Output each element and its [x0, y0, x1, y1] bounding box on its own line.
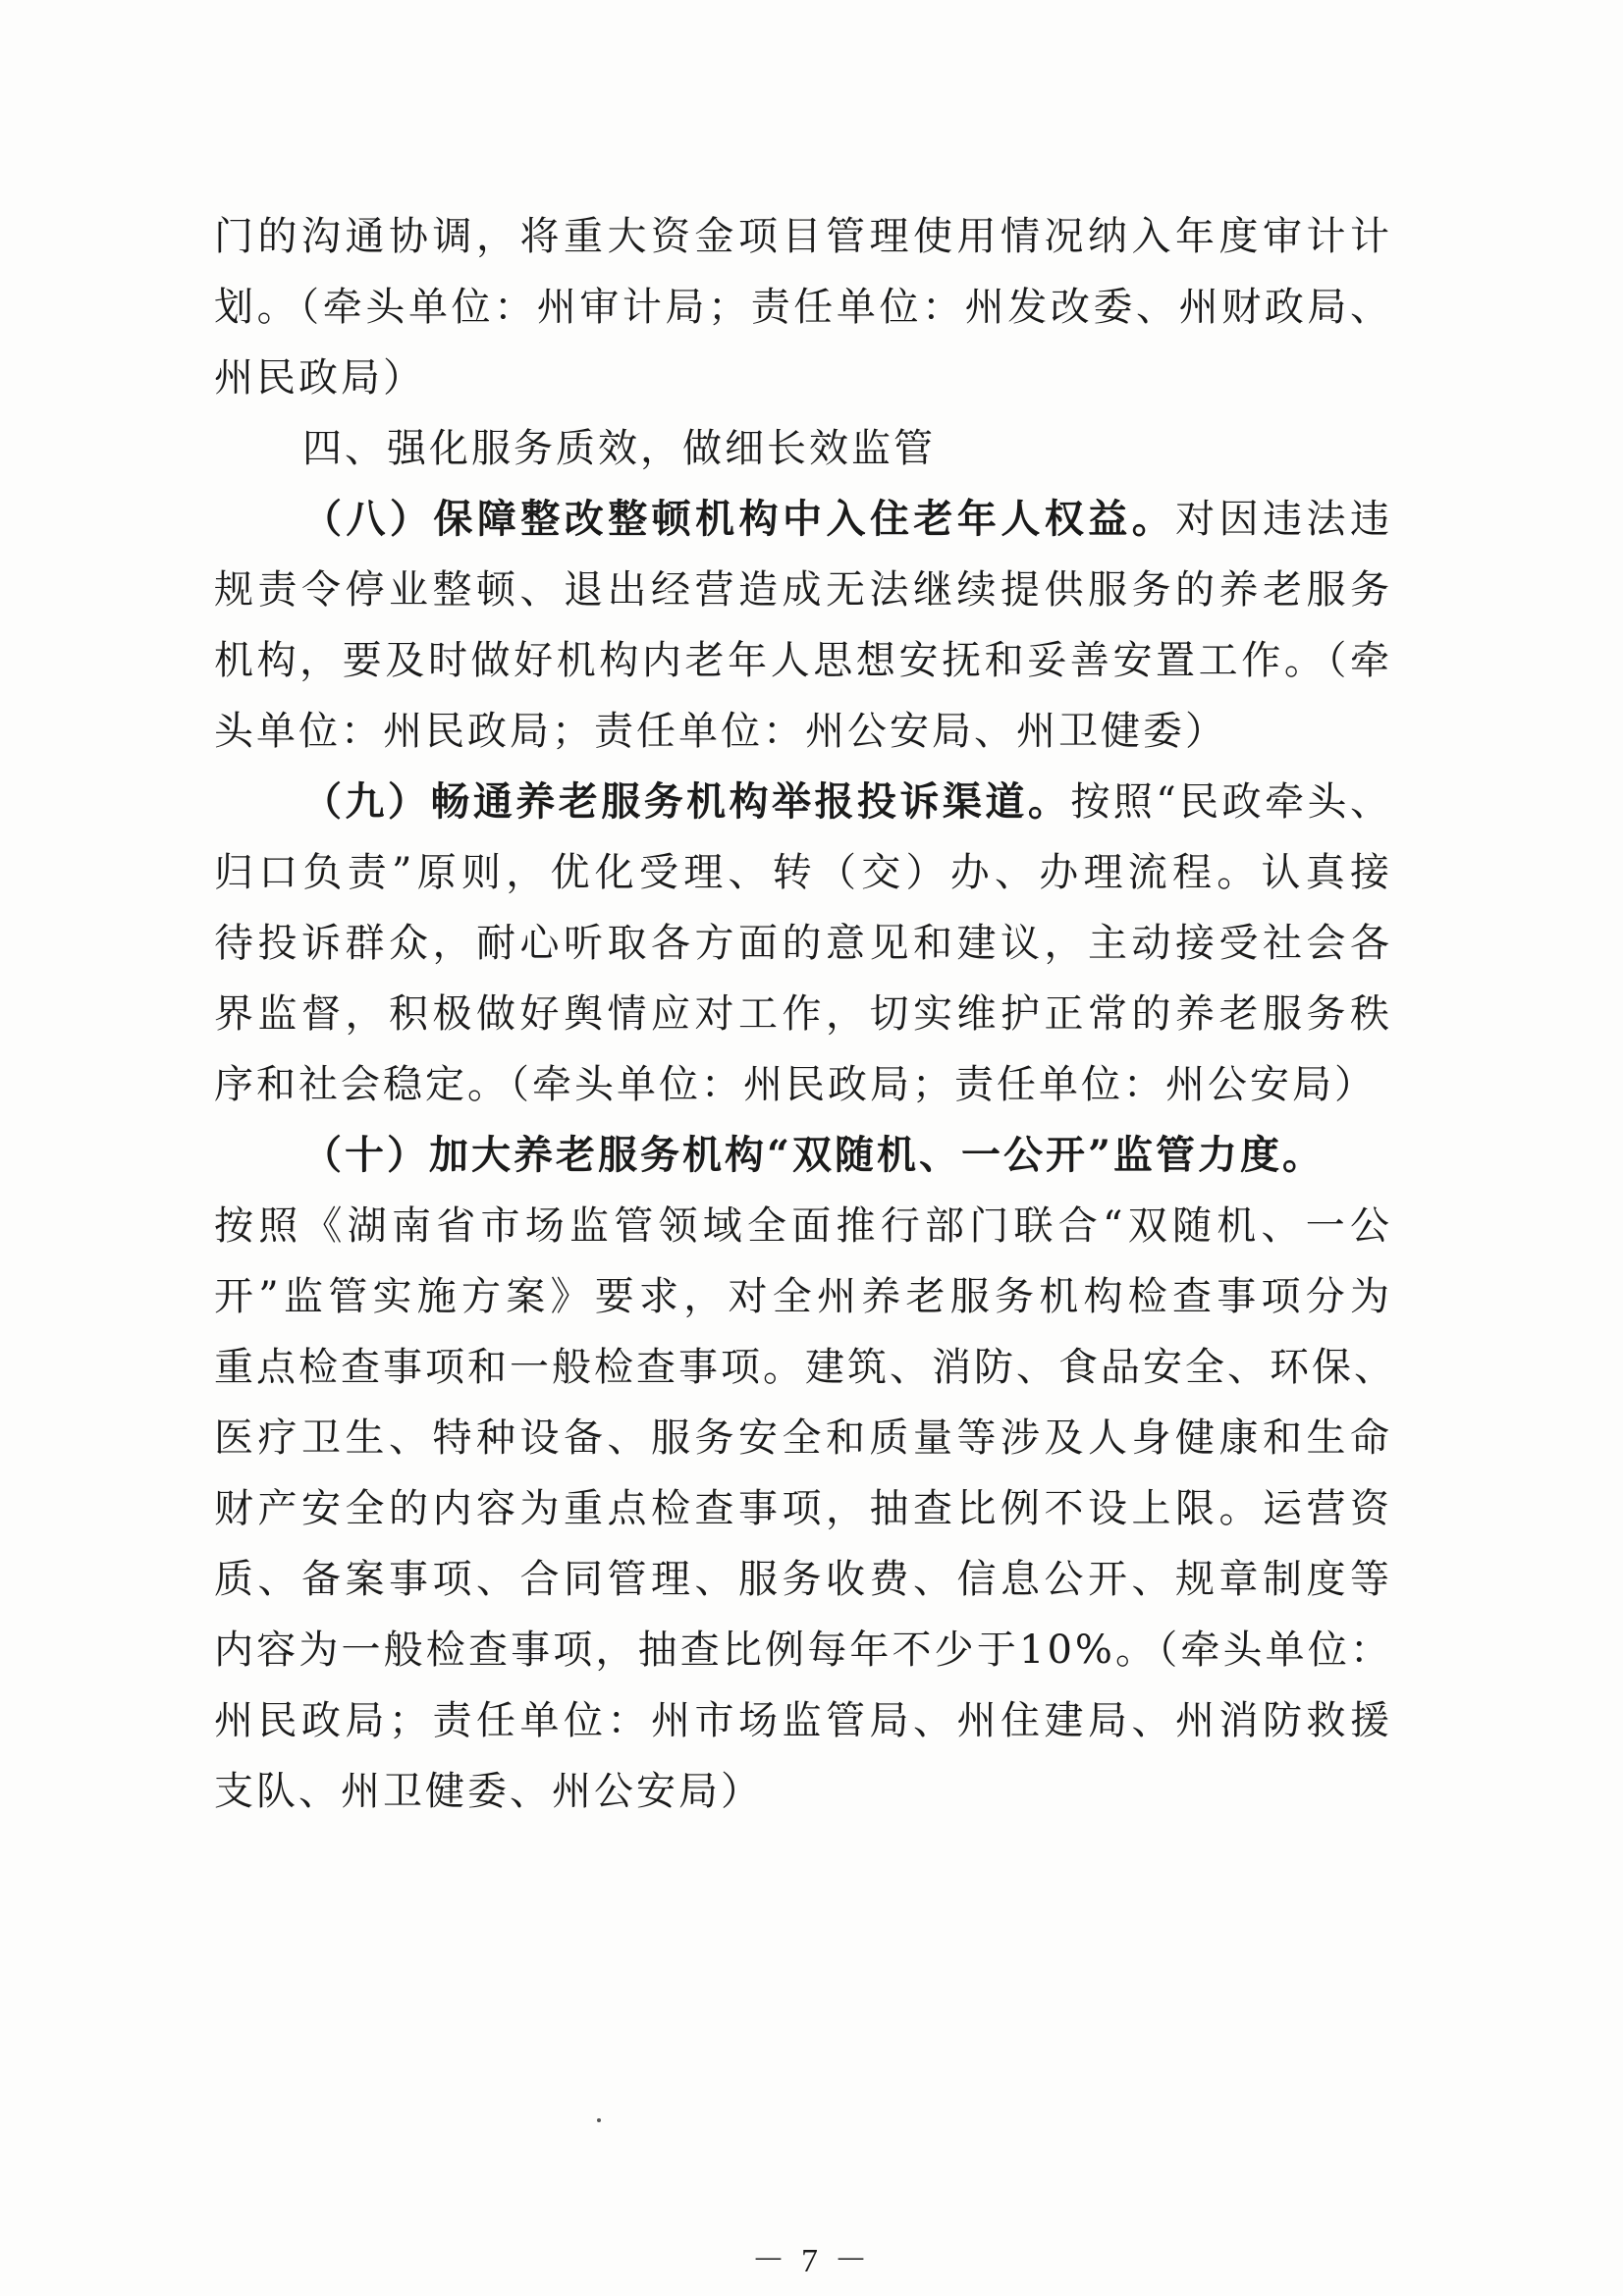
text-line: 内容为一般检查事项，抽查比例每年不少于10%。（牵头单位： — [214, 1628, 1392, 1673]
text-line: 按照《湖南省市场监管领域全面推行部门联合“双随机、一公 — [214, 1203, 1392, 1249]
item-9-first-line — [214, 767, 1392, 837]
item-9-text: 按照“民政牵头、 — [1070, 779, 1393, 825]
section-heading: 四、强化服务质效，做细长效监管 — [302, 426, 936, 471]
item-10-title — [214, 1120, 1392, 1191]
text-line: 重点检查事项和一般检查事项。建筑、消防、食品安全、环保、 — [214, 1345, 1396, 1390]
scan-speck — [597, 2118, 601, 2122]
document-body — [214, 201, 1396, 1827]
text-line: 划。（牵头单位：州审计局；责任单位：州发改委、州财政局、 — [214, 285, 1392, 330]
text-line: 界监督，积极做好舆情应对工作，切实维护正常的养老服务秩 — [214, 991, 1392, 1037]
text-line: 序和社会稳定。（牵头单位：州民政局；责任单位：州公安局） — [214, 1062, 1377, 1107]
text-line: 机构，要及时做好机构内老年人思想安抚和妥善安置工作。（牵 — [214, 638, 1392, 683]
text-line: 头单位：州民政局；责任单位：州公安局、州卫健委） — [214, 709, 1227, 754]
page-number: － 7 － — [751, 2243, 872, 2279]
item-10-title-text: （十）加大养老服务机构“双随机、一公开”监管力度。 — [302, 1132, 1325, 1178]
text-line: 开”监管实施方案》要求，对全州养老服务机构检查事项分为 — [214, 1274, 1392, 1319]
text-line: 医疗卫生、特种设备、服务安全和质量等涉及人身健康和生命 — [214, 1415, 1392, 1461]
text-line: 州民政局） — [214, 355, 425, 400]
text-line: 支队、州卫健委、州公安局） — [214, 1769, 763, 1814]
text-line: 规责令停业整顿、退出经营造成无法继续提供服务的养老服务 — [214, 567, 1392, 613]
item-8-text: 对因违法违 — [1175, 497, 1393, 542]
text-line: 州民政局；责任单位：州市场监管局、州住建局、州消防救援 — [214, 1698, 1392, 1743]
item-8-first-line — [214, 484, 1392, 555]
item-8-title: （八）保障整改整顿机构中入住老年人权益。 — [302, 496, 1176, 542]
item-9-title: （九）畅通养老服务机构举报投诉渠道。 — [302, 778, 1071, 825]
text-line: 财产安全的内容为重点检查事项，抽查比例不设上限。运营资 — [214, 1486, 1392, 1531]
text-line: 质、备案事项、合同管理、服务收费、信息公开、规章制度等 — [214, 1557, 1392, 1602]
text-line: 归口负责”原则，优化受理、转（交）办、办理流程。认真接 — [214, 850, 1392, 895]
text-line: 门的沟通协调，将重大资金项目管理使用情况纳入年度审计计 — [214, 214, 1392, 259]
text-line: 待投诉群众，耐心听取各方面的意见和建议，主动接受社会各 — [214, 921, 1392, 966]
